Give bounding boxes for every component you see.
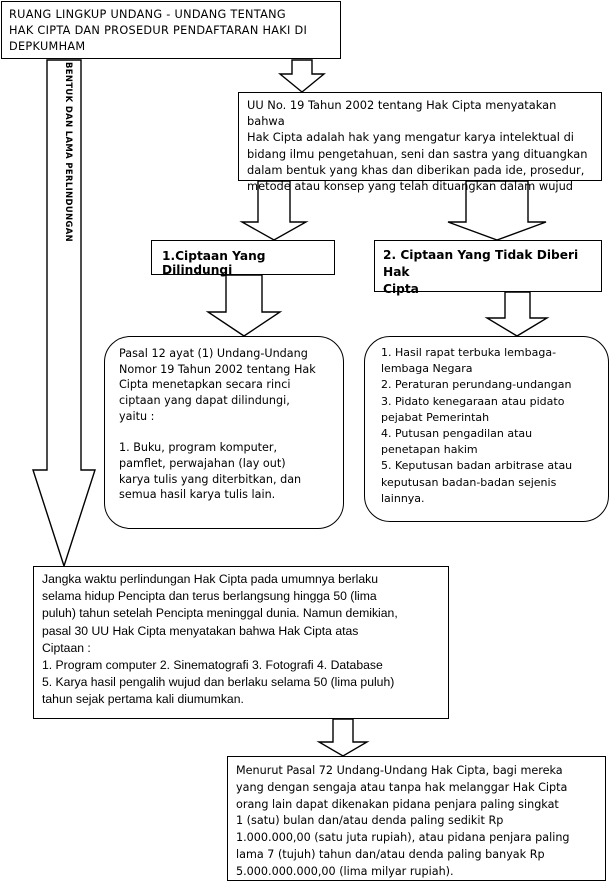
unprotected-heading: 2. Ciptaan Yang Tidak Diberi Hak Cipta <box>374 240 602 292</box>
arrow-down-to-penalty <box>319 719 367 756</box>
penalty-box: Menurut Pasal 72 Undang-Undang Hak Cipta, bagi mereka yang dengan sengaja atau tanpa hak melanggar Hak Cipta orang lain dapat dikenakan pidana penjara paling singkat 1 (satu) bulan dan/atau denda paling sedikit Rp 1.000.000,00 (satu juta rupiah), atau pidana penjara paling lama 7 (tujuh) tahun dan/atau denda paling banyak Rp 5.000.000.000,00 (lima milyar rupiah). <box>227 756 606 881</box>
side-label: BENTUK DAN LAMA PERLINDUNGAN <box>64 62 74 243</box>
arrow-down-to-list <box>487 292 547 336</box>
protected-works-box: Pasal 12 ayat (1) Undang-Undang Nomor 19 Tahun 2002 tentang Hak Cipta menetapkan secara rinci ciptaan yang dapat dilindungi, yaitu : 1. Buku, program komputer, pamflet, perwajahan (lay out) karya tulis yang diterbitkan, dan semua hasil karya tulis lain. <box>104 336 344 529</box>
protection-duration-box: Jangka waktu perlindungan Hak Cipta pada umumnya berlaku selama hidup Pencipta dan terus berlangsung hingga 50 (lima puluh) tahun setelah Pencipta meninggal dunia. Namun demikian, pasal 30 UU Hak Cipta menyatakan bahwa Hak Cipta atas Ciptaan : 1. Program computer 2. Sinematografi 3. Fotografi 4. Database 5. Karya hasil pengalih wujud dan berlaku selama 50 (lima puluh) tahun sejak pertama kali diumumkan. <box>33 566 449 719</box>
diagram-title: RUANG LINGKUP UNDANG - UNDANG TENTANG HAK CIPTA DAN PROSEDUR PENDAFTARAN HAKI DI DEPKUMHAM <box>1 1 341 59</box>
unprotected-works-list: 1. Hasil rapat terbuka lembaga- lembaga Negara 2. Peraturan perundang-undangan 3. Pidato kenegaraan atau pidato pejabat Pemerintah 4. Putusan pengadilan atau penetapan hakim 5. Keputusan badan arbitrase atau keputusan badan-badan sejenis lainnya. <box>364 336 609 522</box>
definition-box: UU No. 19 Tahun 2002 tentang Hak Cipta menyatakan bahwa Hak Cipta adalah hak yang mengatur karya intelektual di bidang ilmu pengetahuan, seni dan sastra yang dituangkan dalam bentuk yang khas dan diberikan pada ide, prosedur, metode atau konsep yang telah dituangkan dalam wujud <box>238 92 602 181</box>
arrow-down-to-definition <box>280 60 324 92</box>
arrow-down-to-pasal12 <box>208 275 280 336</box>
protected-heading: 1.Ciptaan Yang Dilindungi <box>151 240 335 275</box>
